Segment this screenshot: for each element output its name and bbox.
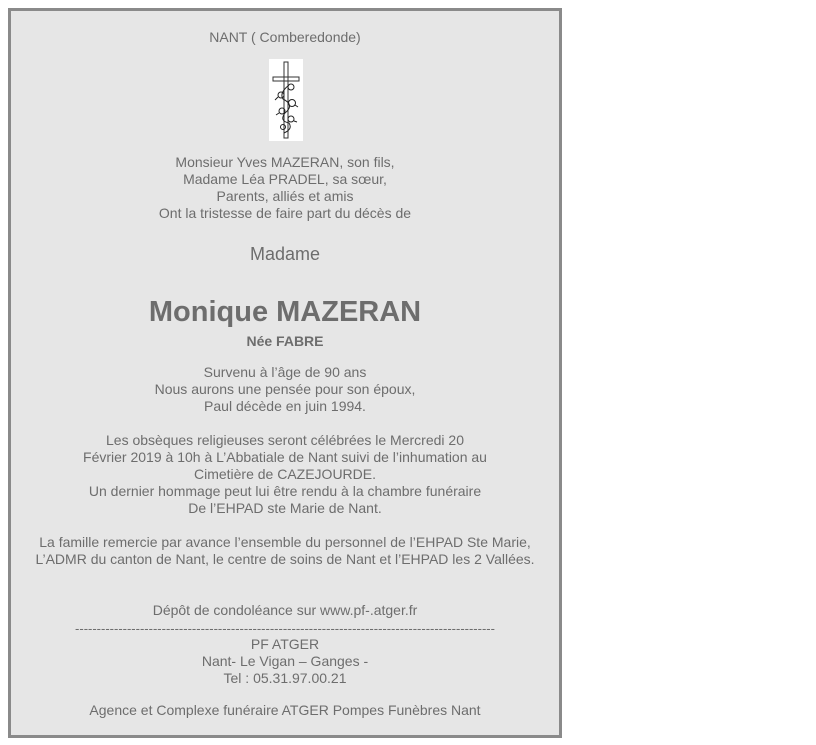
funeral-line: Cimetière de CAZEJOURDE. xyxy=(193,466,377,482)
company-line: Tel : 05.31.97.00.21 xyxy=(223,670,347,686)
location-header: NANT ( Comberedonde) xyxy=(209,29,361,45)
deceased-name: Monique MAZERAN xyxy=(148,296,422,328)
thanks-message xyxy=(11,534,559,568)
company-info xyxy=(11,636,559,687)
funeral-details xyxy=(11,432,559,517)
condolence-link-text: Dépôt de condoléance sur www.pf-.atger.fr xyxy=(152,602,418,618)
funeral-line: Les obsèques religieuses seront célébrées le Mercredi 20 xyxy=(106,432,464,448)
honorific-title: Madame xyxy=(249,244,321,264)
family-line: Madame Léa PRADEL, sa sœur, xyxy=(183,171,387,187)
separator-line: ------------------------------------------------------------------------------------------------- xyxy=(75,621,495,636)
family-line: Parents, alliés et amis xyxy=(216,188,354,204)
funeral-line: Février 2019 à 10h à L’Abbatiale de Nant suivi de l’inhumation au xyxy=(83,449,487,465)
age-line: Paul décède en juin 1994. xyxy=(204,398,366,414)
family-announcement xyxy=(11,154,559,222)
funeral-line: De l’EHPAD ste Marie de Nant. xyxy=(188,500,382,516)
birth-name: Née FABRE xyxy=(246,333,324,349)
footer-agency: Agence et Complexe funéraire ATGER Pompes Funèbres Nant xyxy=(89,702,481,718)
age-notice xyxy=(11,364,559,415)
family-line: Ont la tristesse de faire part du décès de xyxy=(158,205,412,221)
obituary-card xyxy=(8,8,562,738)
cross-with-flowers-icon xyxy=(269,59,303,141)
family-line: Monsieur Yves MAZERAN, son fils, xyxy=(175,154,395,170)
company-line: PF ATGER xyxy=(250,636,320,652)
company-line: Nant- Le Vigan – Ganges - xyxy=(201,653,369,669)
thanks-line: La famille remercie par avance l’ensemble du personnel de l’EHPAD Ste Marie, xyxy=(39,534,531,550)
age-line: Survenu à l’âge de 90 ans xyxy=(203,364,367,380)
funeral-line: Un dernier hommage peut lui être rendu à la chambre funéraire xyxy=(88,483,482,499)
age-line: Nous aurons une pensée pour son époux, xyxy=(154,381,416,397)
thanks-line: L’ADMR du canton de Nant, le centre de soins de Nant et l’EHPAD les 2 Vallées. xyxy=(35,551,535,567)
